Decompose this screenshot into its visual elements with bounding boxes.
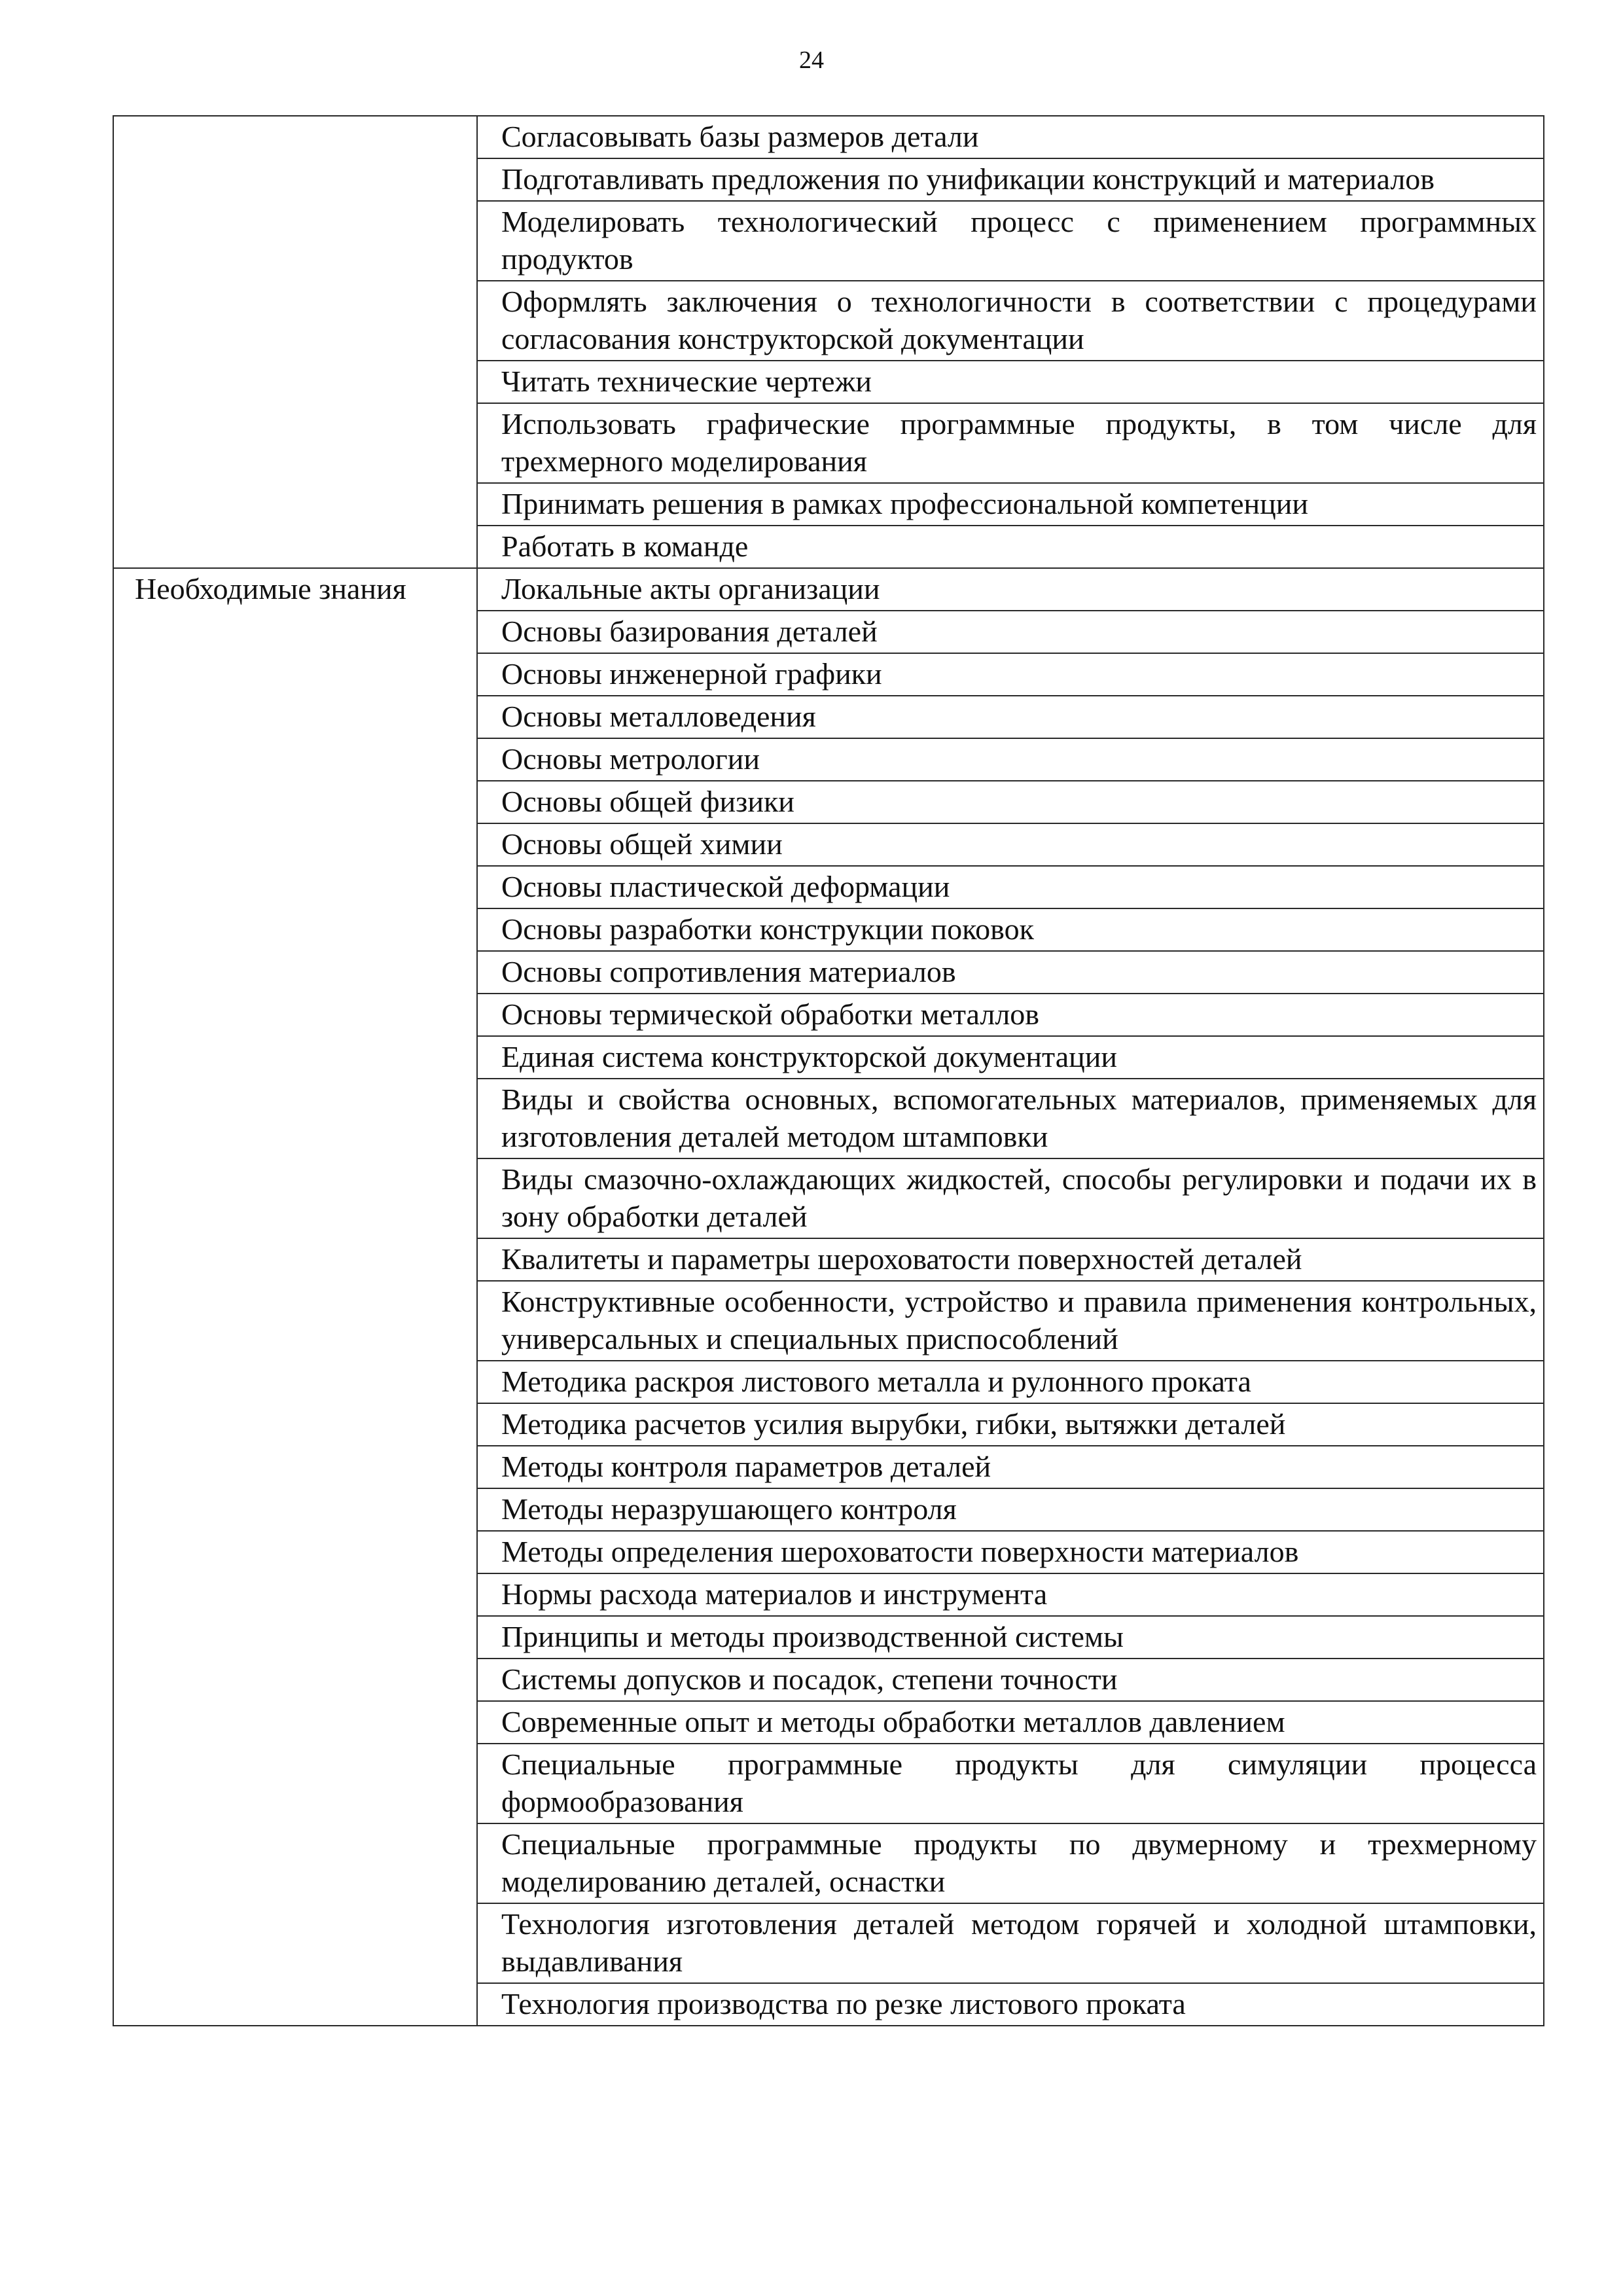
skills-item: Согласовывать базы размеров детали	[477, 116, 1544, 158]
skills-item: Работать в команде	[477, 526, 1544, 568]
skills-item: Читать технические чертежи	[477, 361, 1544, 403]
knowledge-item: Основы метрологии	[477, 738, 1544, 781]
knowledge-item: Нормы расхода материалов и инструмента	[477, 1573, 1544, 1616]
skills-item: Оформлять заключения о технологичности в соответствии с процедурами согласования конструкторской документации	[477, 281, 1544, 361]
knowledge-item: Основы общей химии	[477, 823, 1544, 866]
knowledge-item: Принципы и методы производственной системы	[477, 1616, 1544, 1659]
knowledge-item: Методы определения шероховатости поверхности материалов	[477, 1531, 1544, 1573]
table-row	[113, 116, 1544, 158]
skills-item: Использовать графические программные продукты, в том числе для трехмерного моделирования	[477, 403, 1544, 483]
knowledge-item: Квалитеты и параметры шероховатости поверхностей деталей	[477, 1238, 1544, 1281]
knowledge-item: Методы контроля параметров деталей	[477, 1446, 1544, 1488]
knowledge-item: Специальные программные продукты для симуляции процесса формообразования	[477, 1744, 1544, 1823]
knowledge-item: Единая система конструкторской документации	[477, 1036, 1544, 1079]
skills-section-label	[113, 116, 477, 568]
knowledge-item: Основы металловедения	[477, 696, 1544, 738]
table-body	[113, 116, 1544, 2026]
knowledge-section-label: Необходимые знания	[113, 568, 477, 2026]
knowledge-item: Основы инженерной графики	[477, 653, 1544, 696]
knowledge-item: Технология изготовления деталей методом горячей и холодной штамповки, выдавливания	[477, 1903, 1544, 1983]
table-row	[113, 568, 1544, 611]
knowledge-item: Основы общей физики	[477, 781, 1544, 823]
requirements-table	[113, 115, 1544, 2026]
knowledge-item: Основы сопротивления материалов	[477, 951, 1544, 994]
knowledge-item: Конструктивные особенности, устройство и правила применения контрольных, универсальных и специальных приспособлений	[477, 1281, 1544, 1361]
knowledge-item: Виды и свойства основных, вспомогательных материалов, применяемых для изготовления деталей методом штамповки	[477, 1079, 1544, 1158]
knowledge-item: Основы базирования деталей	[477, 611, 1544, 653]
knowledge-item: Современные опыт и методы обработки металлов давлением	[477, 1701, 1544, 1744]
knowledge-item: Основы термической обработки металлов	[477, 994, 1544, 1036]
knowledge-item: Технология производства по резке листового проката	[477, 1983, 1544, 2026]
knowledge-item: Основы пластической деформации	[477, 866, 1544, 908]
knowledge-item: Системы допусков и посадок, степени точности	[477, 1659, 1544, 1701]
skills-item: Моделировать технологический процесс с применением программных продуктов	[477, 201, 1544, 281]
knowledge-item: Основы разработки конструкции поковок	[477, 908, 1544, 951]
knowledge-item: Специальные программные продукты по двумерному и трехмерному моделированию деталей, оснастки	[477, 1823, 1544, 1903]
knowledge-item: Методика расчетов усилия вырубки, гибки, вытяжки деталей	[477, 1403, 1544, 1446]
page-number: 24	[799, 46, 824, 74]
knowledge-item: Локальные акты организации	[477, 568, 1544, 611]
knowledge-item: Методика раскроя листового металла и рулонного проката	[477, 1361, 1544, 1403]
knowledge-item: Методы неразрушающего контроля	[477, 1488, 1544, 1531]
skills-item: Подготавливать предложения по унификации конструкций и материалов	[477, 158, 1544, 201]
knowledge-item: Виды смазочно-охлаждающих жидкостей, способы регулировки и подачи их в зону обработки деталей	[477, 1158, 1544, 1238]
skills-item: Принимать решения в рамках профессиональной компетенции	[477, 483, 1544, 526]
